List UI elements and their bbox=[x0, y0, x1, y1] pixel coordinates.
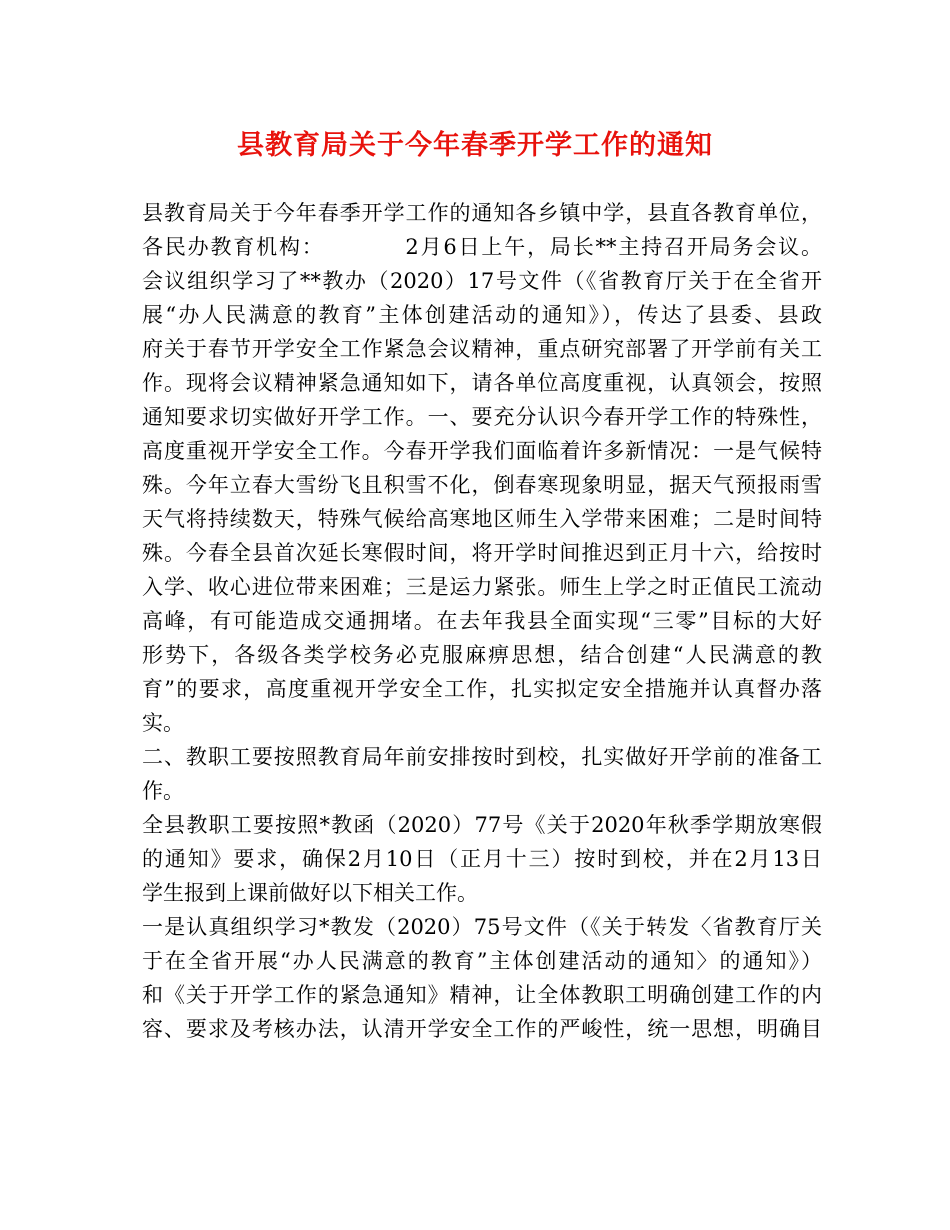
body-line: 于在全省开展“办人民满意的教育”主体创建活动的通知〉的通知》） bbox=[142, 949, 822, 973]
body-line: 学生报到上课前做好以下相关工作。 bbox=[142, 881, 478, 905]
body-line: 会议组织学习了**教办（2020）17号文件（《省教育厅关于在全省开 bbox=[142, 269, 822, 293]
body-line: 容、要求及考核办法，认清开学安全工作的严峻性，统一思想，明确目 bbox=[142, 1017, 822, 1041]
body-line: 作。现将会议精神紧急通知如下，请各单位高度重视，认真领会，按照 bbox=[142, 371, 822, 395]
body-line: 县教育局关于今年春季开学工作的通知各乡镇中学，县直各教育单位， bbox=[142, 201, 822, 225]
body-line: 一是认真组织学习*教发（2020）75号文件（《关于转发〈省教育厅关 bbox=[142, 915, 822, 939]
body-line: 入学、收心进位带来困难；三是运力紧张。师生上学之时正值民工流动 bbox=[142, 575, 822, 599]
body-line: 高度重视开学安全工作。今春开学我们面临着许多新情况：一是气候特 bbox=[142, 439, 822, 463]
body-line: 和《关于开学工作的紧急通知》精神，让全体教职工明确创建工作的内 bbox=[142, 983, 822, 1007]
body-line: 实。 bbox=[142, 711, 184, 735]
body-line: 高峰，有可能造成交通拥堵。在去年我县全面实现“三零”目标的大好 bbox=[142, 609, 822, 633]
body-line: 天气将持续数天，特殊气候给高寒地区师生入学带来困难；二是时间特 bbox=[142, 507, 822, 531]
body-line: 通知要求切实做好开学工作。一、要充分认识今春开学工作的特殊性， bbox=[142, 405, 822, 429]
body-line: 育”的要求，高度重视开学安全工作，扎实拟定安全措施并认真督办落 bbox=[142, 677, 822, 701]
body-line: 殊。今春全县首次延长寒假时间，将开学时间推迟到正月十六，给按时 bbox=[142, 541, 822, 565]
document-title: 县教育局关于今年春季开学工作的通知 bbox=[237, 130, 713, 161]
body-line: 各民办教育机构： 2月6日上午，局长**主持召开局务会议。 bbox=[142, 235, 822, 259]
body-line: 殊。今年立春大雪纷飞且积雪不化，倒春寒现象明显，据天气预报雨雪 bbox=[142, 473, 822, 497]
body-line: 展“办人民满意的教育”主体创建活动的通知》），传达了县委、县政 bbox=[142, 303, 822, 327]
body-line: 全县教职工要按照*教函（2020）77号《关于2020年秋季学期放寒假 bbox=[142, 813, 822, 837]
body-line: 作。 bbox=[142, 779, 184, 803]
body-line: 形势下，各级各类学校务必克服麻痹思想，结合创建“人民满意的教 bbox=[142, 643, 822, 667]
body-line: 二、教职工要按照教育局年前安排按时到校，扎实做好开学前的准备工 bbox=[142, 745, 822, 769]
document-body bbox=[142, 196, 822, 1046]
body-line: 的通知》要求，确保2月10日（正月十三）按时到校，并在2月13日 bbox=[142, 847, 822, 871]
body-line: 府关于春节开学安全工作紧急会议精神，重点研究部署了开学前有关工 bbox=[142, 337, 822, 361]
